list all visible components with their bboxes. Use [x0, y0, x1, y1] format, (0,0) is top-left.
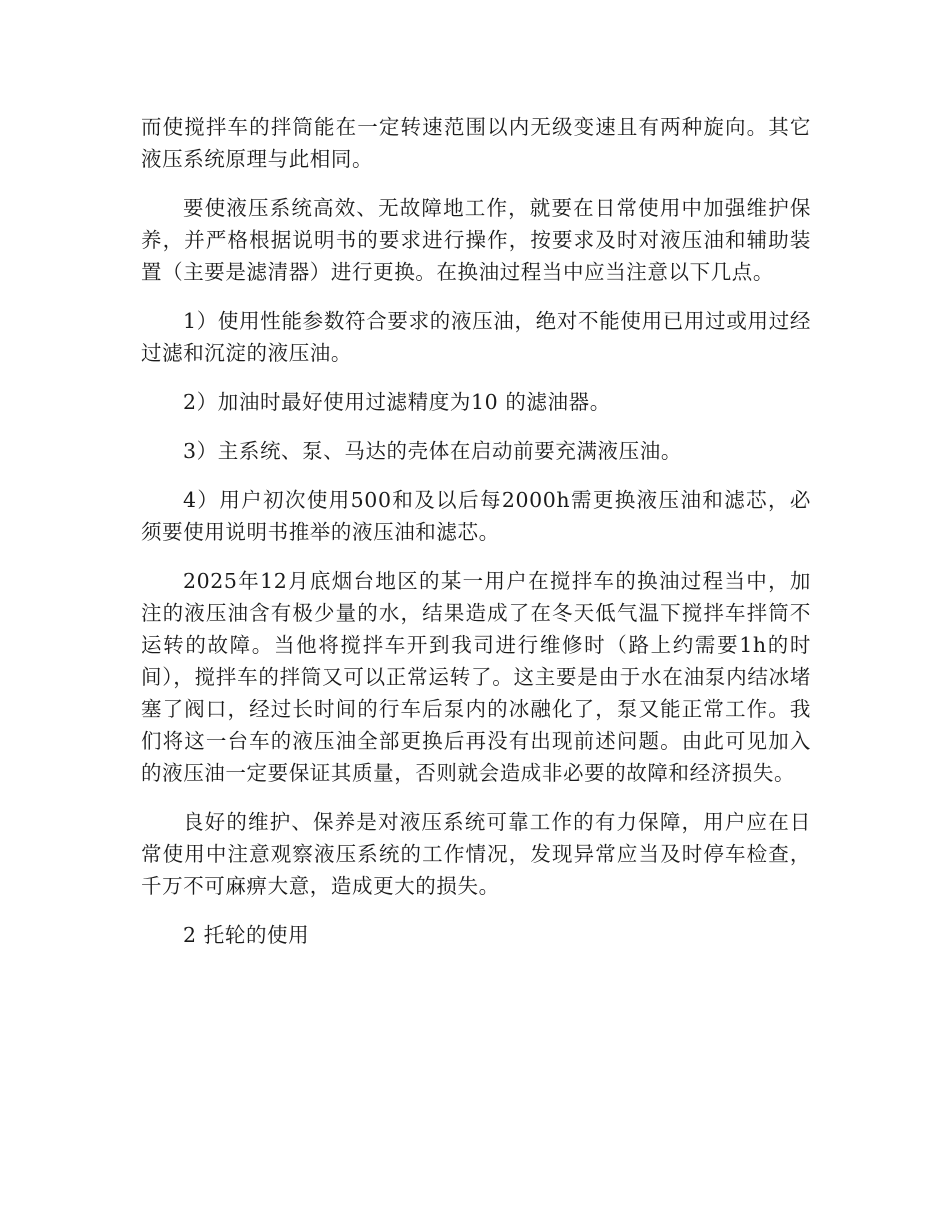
document-body [141, 111, 811, 968]
paragraph-case-study: 2025年12月底烟台地区的某一用户在搅拌车的换油过程当中，加注的液压油含有极少量的水，结果造成了在冬天低气温下搅拌车拌筒不运转的故障。当他将搅拌车开到我司进行维修时（路上约需要1h的时间），搅拌车的拌筒又可以正常运转了。这主要是由于水在油泵内结冰堵塞了阀口，经过长时间的行车后泵内的冰融化了，泵又能正常工作。我们将这一台车的液压油全部更换后再没有出现前述问题。由此可见加入的液压油一定要保证其质量，否则就会造成非必要的故障和经济损失。 [141, 569, 811, 785]
list-item-3: 3）主系统、泵、马达的壳体在启动前要充满液压油。 [183, 439, 682, 463]
section-heading-idler-use: 2 托轮的使用 [183, 923, 310, 947]
paragraph-maintenance-intro: 要使液压系统高效、无故障地工作，就要在日常使用中加强维护保养，并严格根据说明书的要求进行操作，按要求及时对液压油和辅助装置（主要是滤清器）进行更换。在换油过程当中应当注意以下几点。 [141, 196, 811, 284]
list-item-1: 1）使用性能参数符合要求的液压油，绝对不能使用已用过或用过经过滤和沉淀的液压油。 [141, 309, 811, 365]
list-item-2: 2）加油时最好使用过滤精度为10 的滤油器。 [183, 390, 611, 414]
paragraph-continuation: 而使搅拌车的拌筒能在一定转速范围以内无级变速且有两种旋向。其它液压系统原理与此相同。 [141, 115, 811, 171]
list-item-4: 4）用户初次使用500和及以后每2000h需更换液压油和滤芯，必须要使用说明书推举的液压油和滤芯。 [141, 488, 811, 544]
paragraph-conclusion: 良好的维护、保养是对液压系统可靠工作的有力保障，用户应在日常使用中注意观察液压系统的工作情况，发现异常应当及时停车检查，千万不可麻痹大意，造成更大的损失。 [141, 810, 811, 898]
